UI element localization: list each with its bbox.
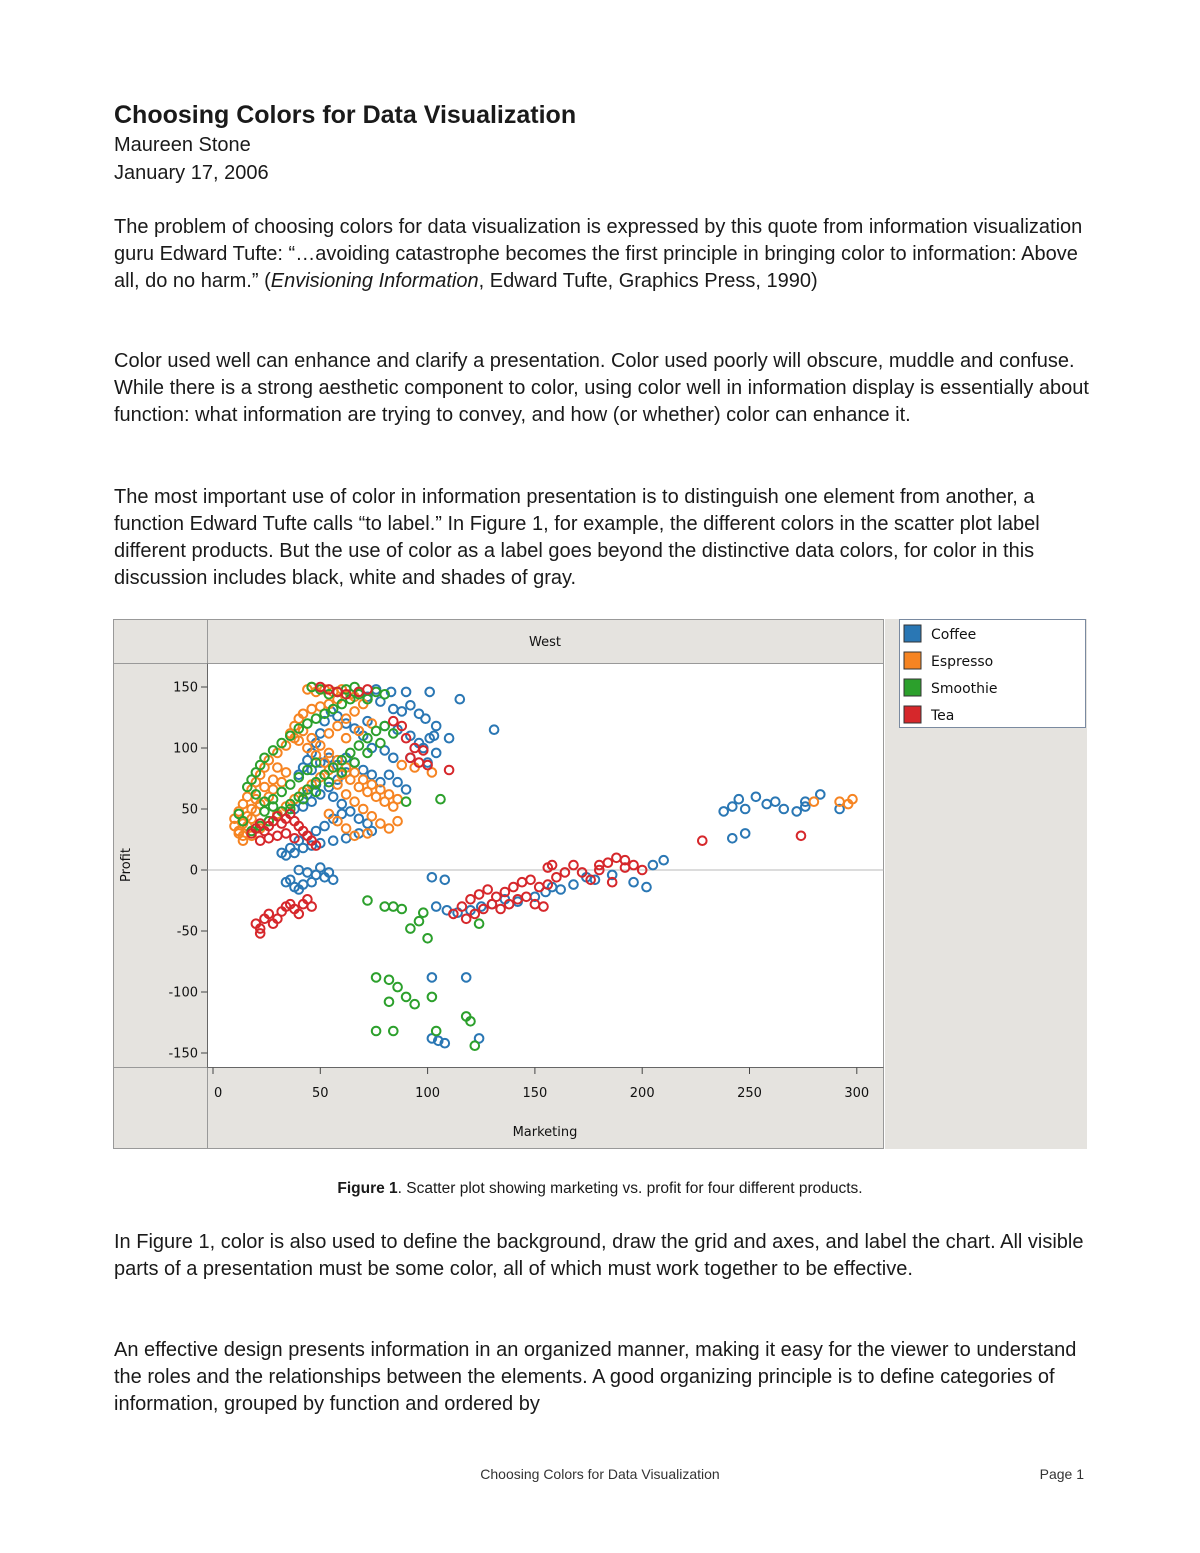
x-tick-label: 300	[844, 1086, 870, 1101]
paragraph-1-citation: , Edward Tufte, Graphics Press, 1990)	[478, 270, 818, 292]
paragraph-3: The most important use of color in information presentation is to distinguish one element from another, a function Edward Tufte calls “to label.” In Figure 1, for example, the different colors in the scatter plot label different products. But the use of color as a label goes beyond the distinctive data colors, for color in this discussion includes black, white and shades of gray.	[114, 486, 1040, 589]
y-tick-label: -50	[176, 924, 198, 940]
x-tick-label: 100	[415, 1086, 441, 1101]
figure-1-scatter-plot	[113, 619, 1087, 1149]
y-tick-label: 150	[173, 680, 198, 696]
legend-swatch-smoothie	[904, 679, 921, 696]
book-title-italic: Envisioning Information	[270, 270, 479, 292]
plot-area	[208, 664, 884, 1068]
paragraph-4: In Figure 1, color is also used to define the background, draw the grid and axes, and label the chart. All visible parts of a presentation must be some color, all of which must work together to be effective.	[114, 1231, 1084, 1280]
footer-page-number: Page 1	[1039, 1466, 1084, 1482]
legend-swatch-tea	[904, 706, 921, 723]
x-tick-label: 150	[522, 1086, 548, 1101]
y-tick-label: 0	[189, 863, 198, 879]
legend-label-tea: Tea	[931, 708, 955, 724]
scatter-chart-svg	[113, 619, 1087, 1149]
legend-box	[900, 620, 1086, 728]
x-axis-label: Marketing	[512, 1125, 578, 1140]
y-tick-label: -100	[168, 985, 198, 1001]
paragraph-1-text: The problem of choosing colors for data visualization is expressed by this quote from information visualization guru Edward Tufte: “…avoiding catastrophe becomes the first principle in bringing color to information: Above all, do no harm.” (	[114, 216, 1083, 292]
page-footer	[0, 1466, 1200, 1486]
x-tick-label: 50	[312, 1086, 329, 1101]
figure-caption	[0, 1180, 1200, 1198]
chart-legend	[900, 620, 1086, 728]
footer-title: Choosing Colors for Data Visualization	[480, 1466, 720, 1482]
y-tick-label: -150	[168, 1046, 198, 1062]
figure-caption-text: . Scatter plot showing marketing vs. profit for four different products.	[397, 1180, 863, 1197]
x-tick-label: 200	[629, 1086, 655, 1101]
legend-label-coffee: Coffee	[931, 627, 977, 643]
x-tick-label: 250	[737, 1086, 762, 1101]
x-tick-label: 0	[214, 1086, 223, 1101]
legend-label-espresso: Espresso	[931, 654, 994, 670]
document-author: Maureen Stone	[114, 134, 251, 156]
legend-swatch-espresso	[904, 652, 921, 669]
paragraph-1	[114, 214, 1104, 295]
y-tick-label: 100	[173, 741, 198, 757]
document-date: January 17, 2006	[114, 162, 269, 184]
paragraph-2: Color used well can enhance and clarify a presentation. Color used poorly will obscure, muddle and confuse. While there is a strong aesthetic component to color, using color well in information display is essentially about function: what information are trying to convey, and how (or whether) color can enhance it.	[114, 350, 1089, 426]
y-axis-label: Profit	[119, 848, 134, 882]
corner-cell	[114, 1068, 208, 1149]
legend-swatch-coffee	[904, 625, 921, 642]
y-tick-label: 50	[181, 802, 198, 818]
legend-label-smoothie: Smoothie	[931, 681, 998, 697]
panel-title: West	[529, 635, 561, 650]
document-title: Choosing Colors for Data Visualization	[114, 101, 577, 129]
paragraph-5: An effective design presents information in an organized manner, making it easy for the viewer to understand the roles and the relationships between the elements. A good organizing principle is to define categories of information, grouped by function and ordered by	[114, 1339, 1077, 1415]
figure-caption-label: Figure 1	[337, 1180, 398, 1197]
